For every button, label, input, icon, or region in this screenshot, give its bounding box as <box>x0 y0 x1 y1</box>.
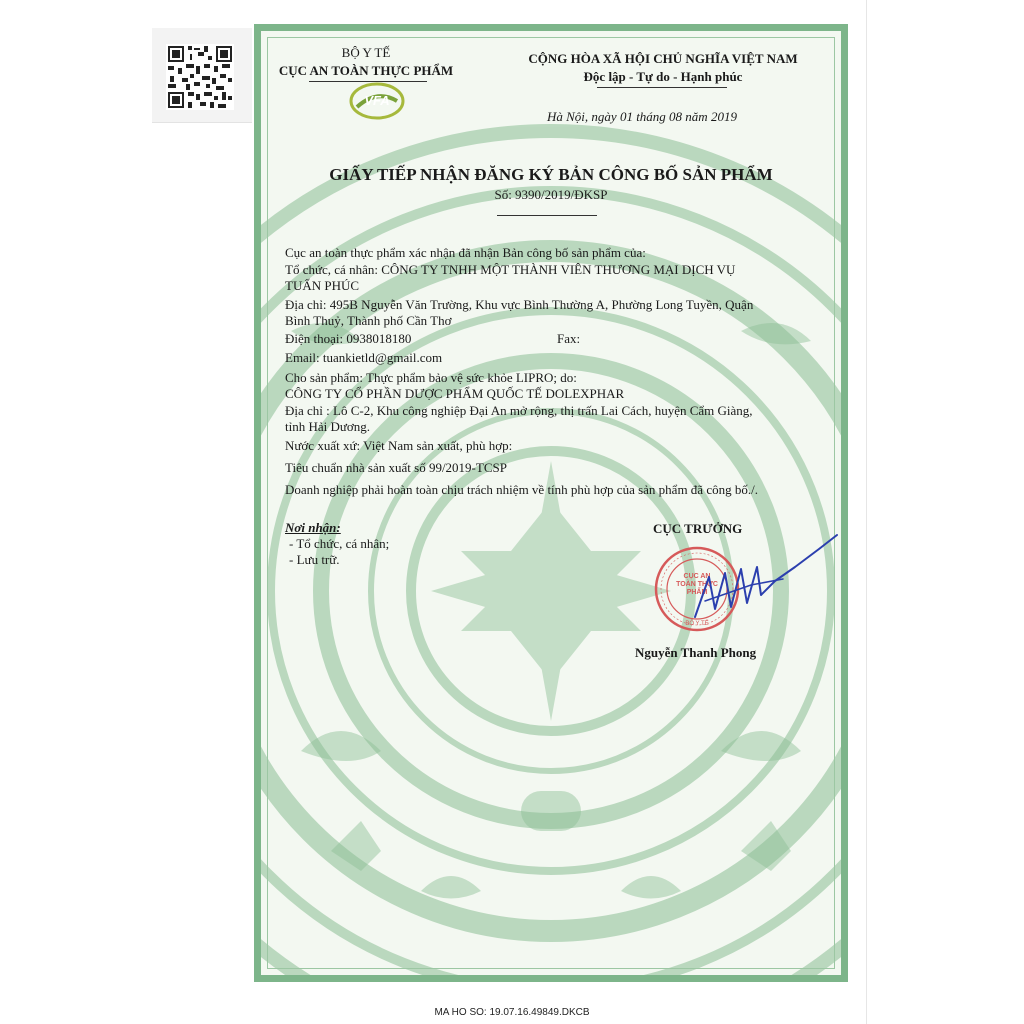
signer-name: Nguyễn Thanh Phong <box>635 645 757 660</box>
product-line: Cho sản phẩm: Thực phẩm bảo vệ sức khỏe LIPRO; do: <box>285 370 577 385</box>
phone: Điện thoại: 0938018180 <box>285 331 412 346</box>
intro-text: Cục an toàn thực phẩm xác nhận đã nhận Bản công bố sản phẩm của: <box>285 245 646 260</box>
responsibility-line: Doanh nghiệp phải hoàn toàn chịu trách nhiệm về tính phù hợp của sản phẩm đã công bố./. <box>285 482 758 497</box>
ministry-name: BỘ Y TẾ <box>341 45 391 60</box>
case-number-footer: MA HO SO: 19.07.16.49849.DKCB <box>434 1007 590 1018</box>
address-line2: Bình Thuỷ, Thành phố Cần Thơ <box>285 313 452 328</box>
handwritten-signature <box>691 529 841 629</box>
origin-line: Nước xuất xứ: Việt Nam sản xuất, phù hợp: <box>285 438 513 453</box>
standard-line: Tiêu chuẩn nhà sản xuất số 99/2019-TCSP <box>285 460 507 475</box>
manufacturer: CÔNG TY CỔ PHẦN DƯỢC PHẨM QUỐC TẾ DOLEXPHAR <box>285 386 625 401</box>
recipients-label: Nơi nhận: <box>285 520 341 535</box>
document-title: GIẤY TIẾP NHẬN ĐĂNG KÝ BẢN CÔNG BỐ SẢN PHẨM <box>329 165 773 184</box>
fax: Fax: <box>557 331 581 346</box>
stamp-bottom-text: BỘ Y TẾ <box>685 621 709 627</box>
email: Email: tuankietld@gmail.com <box>285 350 443 365</box>
certificate <box>254 24 848 982</box>
recipient-item: - Lưu trữ. <box>289 552 340 567</box>
agency-name: CỤC AN TOÀN THỰC PHẨM <box>278 63 454 78</box>
national-motto: Độc lập - Tự do - Hạnh phúc <box>583 69 743 84</box>
motto-underline <box>597 87 727 88</box>
document-number: Số: 9390/2019/ĐKSP <box>494 187 608 202</box>
manufacturer-address-line1: Địa chỉ : Lô C-2, Khu công nghiệp Đại An mở rộng, thị trấn Lai Cách, huyện Cẩm Giàng, <box>285 403 753 418</box>
signer-position: CỤC TRƯỞNG <box>653 521 743 536</box>
stamp-inner-text: CỤC AN TOÀN THỰC PHẨM <box>676 573 718 596</box>
republic-name: CỘNG HÒA XÃ HỘI CHỦ NGHĨA VIỆT NAM <box>528 51 798 66</box>
recipient-item: - Tổ chức, cá nhân; <box>289 536 390 551</box>
left-margin <box>152 0 252 1024</box>
number-underline <box>497 215 597 216</box>
vfa-logo-text: VFA <box>364 93 390 108</box>
organization-line2: TUẤN PHÚC <box>285 278 360 293</box>
right-edge <box>866 0 867 1024</box>
address-line1: Địa chỉ: 495B Nguyễn Văn Trường, Khu vực Bình Thường A, Phường Long Tuyền, Quận <box>285 297 754 312</box>
manufacturer-address-line2: tỉnh Hải Dương. <box>285 419 371 434</box>
date-line: Hà Nội, ngày 01 tháng 08 năm 2019 <box>547 109 737 124</box>
organization-line1: Tổ chức, cá nhân: CÔNG TY TNHH MỘT THÀNH VIÊN THƯƠNG MẠI DỊCH VỤ <box>285 262 736 277</box>
qr-code-icon <box>166 44 234 110</box>
